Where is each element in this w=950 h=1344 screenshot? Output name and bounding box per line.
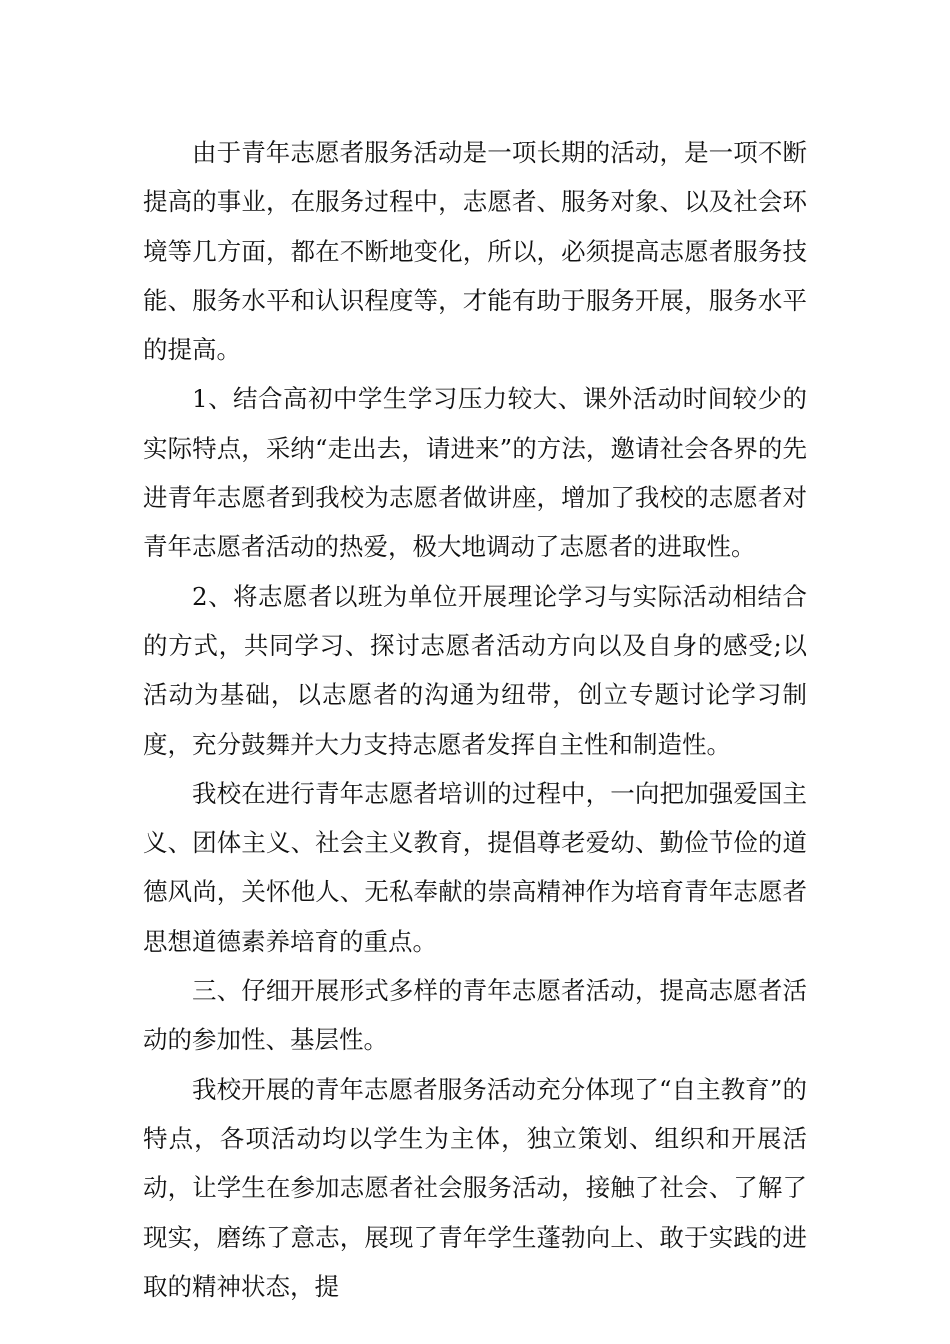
paragraph-item-2: 2、将志愿者以班为单位开展理论学习与实际活动相结合的方式，共同学习、探讨志愿者活动方向以及自身的感受;以活动为基础，以志愿者的沟通为纽带，创立专题讨论学习制度，充分鼓舞并大力支持志愿者发挥自主性和制造性。 — [143, 581, 807, 759]
section-heading-three: 三、仔细开展形式多样的青年志愿者活动，提高志愿者活动的参加性、基层性。 — [143, 976, 807, 1055]
document-body — [143, 128, 807, 1311]
paragraph-activities: 我校开展的青年志愿者服务活动充分体现了“自主教育”的特点，各项活动均以学生为主体，独立策划、组织和开展活动，让学生在参加志愿者社会服务活动，接触了社会、了解了现实，磨练了意志，展现了青年学生蓬勃向上、敢于实践的进取的精神状态，提 — [143, 1074, 807, 1301]
paragraph-intro: 由于青年志愿者服务活动是一项长期的活动，是一项不断提高的事业，在服务过程中，志愿者、服务对象、以及社会环境等几方面，都在不断地变化，所以，必须提高志愿者服务技能、服务水平和认识程度等，才能有助于服务开展，服务水平的提高。 — [143, 138, 807, 365]
paragraph-item-1: 1、结合高初中学生学习压力较大、课外活动时间较少的实际特点，采纳“走出去，请进来”的方法，邀请社会各界的先进青年志愿者到我校为志愿者做讲座，增加了我校的志愿者对青年志愿者活动的热爱，极大地调动了志愿者的进取性。 — [143, 384, 807, 562]
paragraph-training: 我校在进行青年志愿者培训的过程中，一向把加强爱国主义、团体主义、社会主义教育，提倡尊老爱幼、勤俭节俭的道德风尚，关怀他人、无私奉献的崇高精神作为培育青年志愿者思想道德素养培育的重点。 — [143, 778, 807, 956]
